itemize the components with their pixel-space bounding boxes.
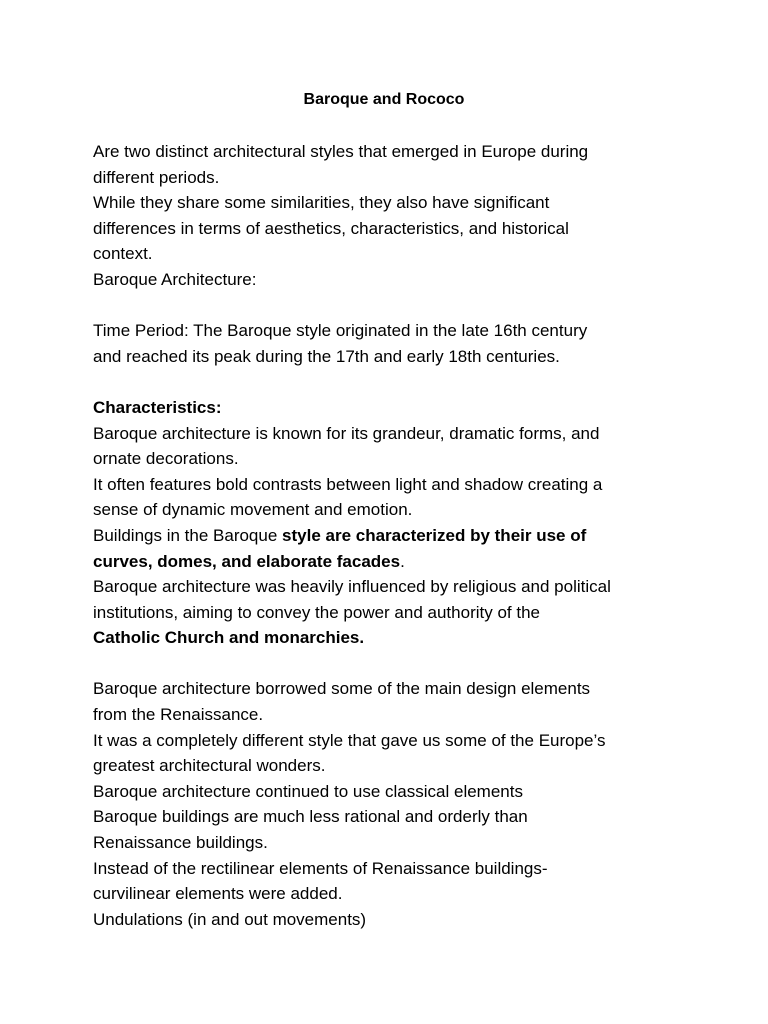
blank-line [93,293,693,319]
characteristics-heading: Characteristics: [93,397,222,417]
normal-text: . [400,551,405,571]
paragraph-line: Time Period: The Baroque style originated in the late 16th century [93,321,588,341]
paragraph-line: context. [93,244,153,264]
normal-text: Buildings in the Baroque [93,525,283,545]
paragraph-line: different periods. [93,167,220,187]
paragraph-line [93,549,693,575]
blank-line [93,369,693,395]
paragraph-line: greatest architectural wonders. [93,756,326,776]
bold-text: style are characterized by their use of [282,525,587,545]
paragraph-line: It was a completely different style that gave us some of the Europe’s [93,730,606,750]
paragraph-line: and reached its peak during the 17th and early 18th centuries. [93,346,560,366]
paragraph-line [93,523,693,549]
paragraph-line: from the Renaissance. [93,705,264,725]
paragraph-line: Baroque architecture was heavily influenced by religious and political [93,577,611,597]
blank-line [93,651,693,677]
bold-text: curves, domes, and elaborate facades [93,551,401,571]
paragraph-line: Are two distinct architectural styles that emerged in Europe during [93,142,589,161]
paragraph-line: It often features bold contrasts between light and shadow creating a [93,474,603,494]
paragraph-line: institutions, aiming to convey the power and authority of the [93,602,540,622]
paragraph-line: sense of dynamic movement and emotion. [93,500,413,520]
paragraph-line: differences in terms of aesthetics, characteristics, and historical [93,218,569,238]
paragraph-line: Baroque buildings are much less rational and orderly than [93,807,528,827]
paragraph-line: curvilinear elements were added. [93,884,343,904]
paragraph-line: Instead of the rectilinear elements of Renaissance buildings- [93,858,548,878]
document-body [93,139,693,932]
paragraph-line: While they share some similarities, they also have significant [93,193,550,213]
bold-text: Catholic Church and monarchies. [93,628,365,648]
paragraph-line: Renaissance buildings. [93,833,268,853]
paragraph-line: Undulations (in and out movements) [93,909,367,929]
document-title: Baroque and Rococo [303,91,465,108]
paragraph-line: Baroque architecture continued to use classical elements [93,781,523,801]
paragraph-line: Baroque architecture is known for its grandeur, dramatic forms, and [93,423,600,443]
paragraph-line: Baroque architecture borrowed some of the main design elements [93,679,591,699]
paragraph-line: ornate decorations. [93,449,239,469]
section-label: Baroque Architecture: [93,269,257,289]
